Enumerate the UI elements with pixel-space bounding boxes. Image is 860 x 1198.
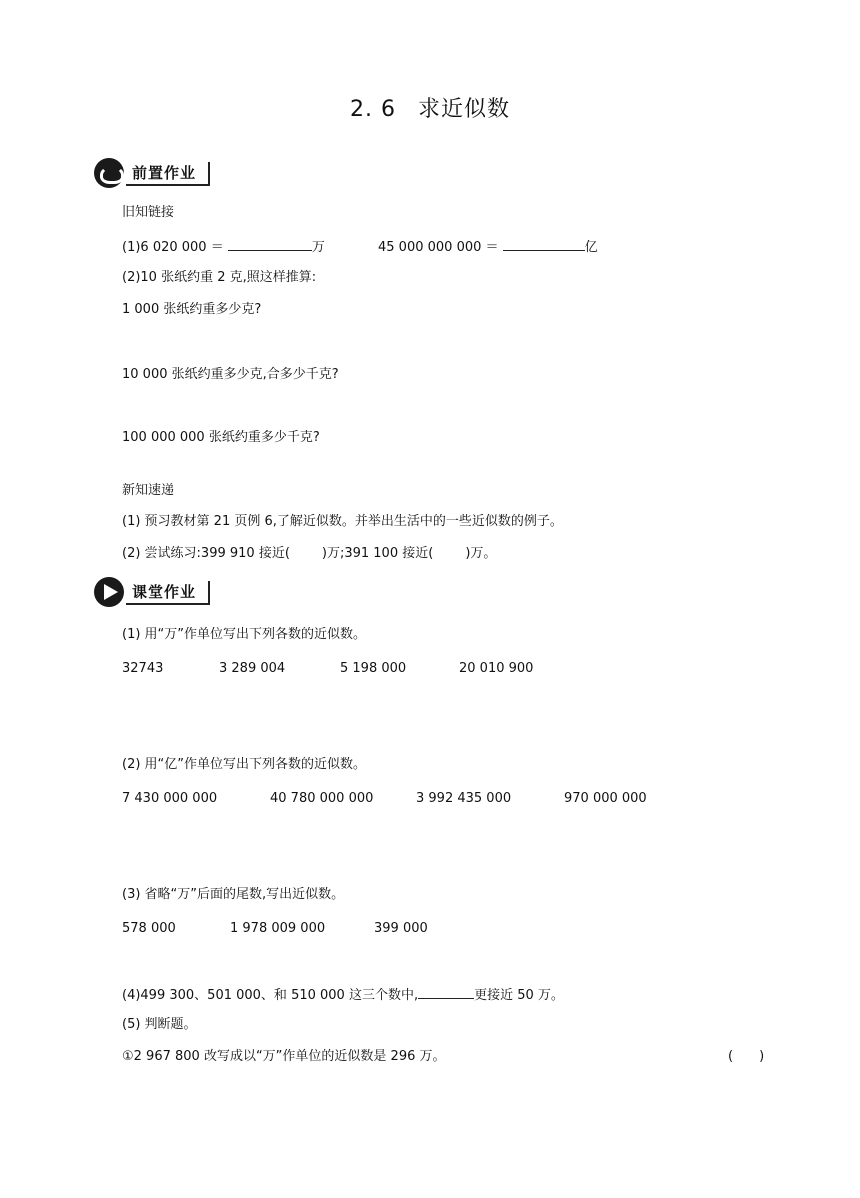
c-q5: (5) 判断题。 <box>122 1017 197 1032</box>
n2: (2) 尝试练习:399 910 接近( )万;391 100 接近( )万。 <box>122 546 497 561</box>
q2-intro: (2)10 张纸约重 2 克,照这样推算: <box>122 270 317 285</box>
c-q3: (3) 省略“万”后面的尾数,写出近似数。 <box>122 887 345 902</box>
page-title <box>0 92 860 123</box>
q2-a: 1 000 张纸约重多少克? <box>122 302 262 317</box>
c-q3-num: 1 978 009 000 <box>230 921 326 936</box>
c-q1-num: 5 198 000 <box>340 661 407 676</box>
title-text: 求近似数 <box>417 97 510 122</box>
smile-icon <box>94 158 124 188</box>
section-badge-classwork <box>90 577 210 607</box>
c-q2: (2) 用“亿”作单位写出下列各数的近似数。 <box>122 757 367 772</box>
c-q2-num: 970 000 000 <box>564 791 647 806</box>
q2-b: 10 000 张纸约重多少克,合多少千克? <box>122 367 339 382</box>
n1: (1) 预习教材第 21 页例 6,了解近似数。并举出生活中的一些近似数的例子。 <box>122 514 563 529</box>
judgement-paren[interactable]: ( ) <box>728 1049 765 1064</box>
q1-b: 45 000 000 000 ＝ 亿 <box>378 237 598 257</box>
c-q3-num: 578 000 <box>122 921 176 936</box>
answer-blank[interactable] <box>503 237 585 251</box>
answer-blank[interactable] <box>228 237 312 251</box>
section-badge-preview <box>90 158 210 188</box>
answer-blank[interactable] <box>418 985 474 999</box>
new-knowledge-heading: 新知速递 <box>122 483 175 498</box>
c-q1-num: 3 289 004 <box>219 661 286 676</box>
c-q1-num: 32743 <box>122 661 164 676</box>
c-q1: (1) 用“万”作单位写出下列各数的近似数。 <box>122 627 367 642</box>
c-q2-num: 7 430 000 000 <box>122 791 218 806</box>
old-knowledge-heading: 旧知链接 <box>122 205 175 220</box>
c-q2-num: 40 780 000 000 <box>270 791 374 806</box>
c-q5-1: ①2 967 800 改写成以“万”作单位的近似数是 296 万。 <box>122 1049 446 1064</box>
c-q2-num: 3 992 435 000 <box>416 791 512 806</box>
badge-label: 课堂作业 <box>126 581 210 605</box>
play-icon <box>94 577 124 607</box>
c-q3-num: 399 000 <box>374 921 428 936</box>
q1-a: (1)6 020 000 ＝ 万 <box>122 237 325 257</box>
q2-c: 100 000 000 张纸约重多少千克? <box>122 430 320 445</box>
badge-label: 前置作业 <box>126 162 210 186</box>
c-q4: (4)499 300、501 000、和 510 000 这三个数中, 更接近 50 万。 <box>122 985 564 1005</box>
c-q1-num: 20 010 900 <box>459 661 534 676</box>
title-number: 2. 6 <box>350 97 396 122</box>
